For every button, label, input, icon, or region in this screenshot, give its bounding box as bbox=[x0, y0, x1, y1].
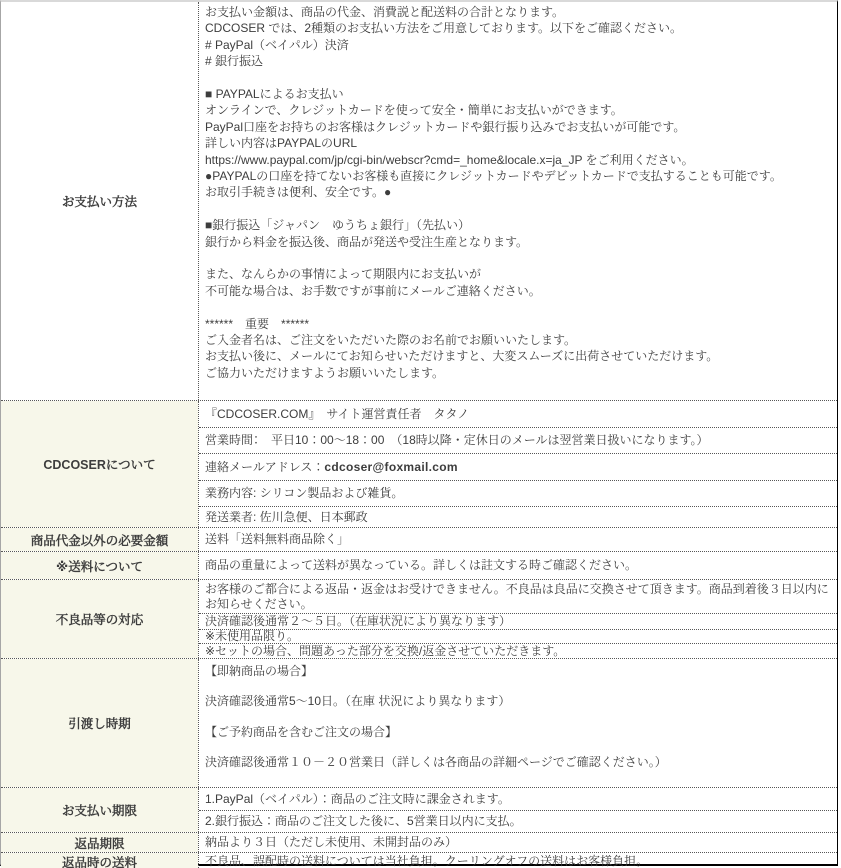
section-payment-method bbox=[1, 2, 837, 400]
row-text: 送料「送料無料商品除く」 bbox=[205, 532, 350, 546]
table-row bbox=[199, 643, 837, 658]
row-text: 不良品、誤配時の送料については当社負担。クーリングオフの送料はお客様負担。 bbox=[205, 854, 649, 868]
row-content-payment-method bbox=[198, 2, 837, 400]
text-line: ■ PAYPALによるお支払い bbox=[205, 87, 344, 102]
row-text: 決済確認後通常２～５日。（在庫状況により異なります） bbox=[205, 614, 512, 628]
text-line: ●PAYPALの口座を持てないお客様も直接にクレジットカードやデビットカードで支払することも可能です。 bbox=[205, 169, 782, 184]
table-row bbox=[199, 552, 837, 579]
table-row bbox=[199, 480, 837, 506]
table-row bbox=[199, 629, 837, 643]
section-payment-deadline bbox=[1, 787, 837, 832]
section-shipping-fee-note bbox=[1, 551, 837, 579]
row-content-return-shipping bbox=[198, 853, 837, 868]
section-delivery-time bbox=[1, 658, 837, 787]
text-line bbox=[205, 679, 833, 694]
section-about-cdcoser bbox=[1, 400, 837, 527]
section-extra-fees bbox=[1, 527, 837, 551]
table-row bbox=[199, 788, 837, 810]
text-line: オンラインで、クレジットカードを使って安全・簡単にお支払いができます。 bbox=[205, 103, 623, 118]
row-content-about-cdcoser bbox=[198, 401, 837, 527]
row-text: 業務内容: シリコン製品および雑貨。 bbox=[205, 486, 404, 500]
text-block bbox=[199, 659, 837, 787]
table-row bbox=[199, 506, 837, 527]
text-line: お取引手続きは便利、安全です。● bbox=[205, 185, 392, 200]
row-text: ※未使用品限り。 bbox=[205, 629, 300, 643]
table-row bbox=[199, 810, 837, 832]
row-header-delivery-time: 引渡し時期 bbox=[1, 659, 198, 787]
row-header-return-deadline: 返品期限 bbox=[1, 833, 198, 852]
table-row bbox=[199, 401, 837, 427]
row-content-defective-items bbox=[198, 580, 837, 658]
table-row bbox=[199, 528, 837, 551]
row-header-shipping-fee-note: ※送料について bbox=[1, 552, 198, 579]
text-line: ■銀行振込「ジャパン ゆうちょ銀行」（先払い） bbox=[205, 218, 471, 233]
text-line bbox=[205, 710, 833, 725]
row-header-payment-method: お支払い方法 bbox=[1, 2, 198, 400]
row-content-extra-fees bbox=[198, 528, 837, 551]
row-content-payment-deadline bbox=[198, 788, 837, 832]
text-line: また、なんらかの事情によって期限内にお支払いが bbox=[205, 267, 482, 282]
row-text: 1.PayPal（ベイパル）：商品のご注文時に課金されます。 bbox=[205, 791, 510, 806]
text-block bbox=[199, 2, 837, 400]
table-row bbox=[199, 833, 837, 852]
section-return-shipping bbox=[1, 852, 837, 868]
text-line: CDCOSER では、2種類のお支払い方法をご用意しております。以下をご確認ください。 bbox=[205, 21, 683, 36]
row-header-payment-deadline: お支払い期限 bbox=[1, 788, 198, 832]
text-line: https://www.paypal.com/jp/cgi-bin/webscr?cmd=_home&locale.x=ja_JP をご利用ください。 bbox=[205, 152, 694, 167]
text-line: ****** 重要 ****** bbox=[205, 316, 310, 331]
text-line: 銀行から料金を振込後、商品が発送や受注生産となります。 bbox=[205, 234, 529, 249]
row-text: 営業時間： 平日10：00～18：00 （18時以降・定休日のメールは翌営業日扱いになります。） bbox=[205, 433, 709, 447]
text-line: 不可能な場合は、お手数ですが事前にメールご連絡ください。 bbox=[205, 283, 541, 298]
row-content-delivery-time bbox=[198, 659, 837, 787]
section-return-deadline bbox=[1, 832, 837, 852]
text-line bbox=[205, 299, 833, 315]
row-text: お客様のご都合による返品・返金はお受けできません。不良品は良品に交換させて頂きます。商品到着後３日以内にお知らせください。 bbox=[205, 581, 829, 611]
row-header-defective-items: 不良品等の対応 bbox=[1, 580, 198, 658]
row-text: 連絡メールアドレス： bbox=[205, 459, 325, 474]
text-line: 決済確認後通常１０－２０営業日（詳しくは各商品の詳細ページでご確認ください。） bbox=[205, 755, 667, 770]
text-line: ご協力いただけますようお願いいたします。 bbox=[205, 365, 445, 380]
row-content-shipping-fee-note bbox=[198, 552, 837, 579]
row-text: ※セットの場合、問題あった部分を交換/返金させていただきます。 bbox=[205, 643, 566, 658]
row-header-extra-fees: 商品代金以外の必要金額 bbox=[1, 528, 198, 551]
text-line: 決済確認後通常5～10日。（在庫 状況により異なります） bbox=[205, 694, 511, 709]
row-text: 発送業者: 佐川急便、日本郵政 bbox=[205, 509, 368, 524]
text-line: # PayPal（ベイパル）決済 bbox=[205, 37, 349, 52]
text-line: ご入金者名は、ご注文をいただいた際のお名前でお願いいたします。 bbox=[205, 333, 577, 348]
row-header-return-shipping: 返品時の送料 bbox=[1, 853, 198, 868]
text-line bbox=[205, 201, 833, 217]
text-line: 【即納商品の場合】 bbox=[205, 664, 314, 678]
row-content-return-deadline bbox=[198, 833, 837, 852]
text-line: お支払い後に、メールにてお知らせいただけますと、大変スムーズに出荷させていただけます。 bbox=[205, 349, 719, 364]
row-text bbox=[205, 460, 458, 475]
table-row bbox=[199, 453, 837, 480]
table-row bbox=[199, 427, 837, 453]
text-line bbox=[205, 70, 833, 86]
row-header-about-cdcoser: CDCOSERについて bbox=[1, 401, 198, 527]
row-text: 『CDCOSER.COM』 サイト運営責任者 タタノ bbox=[205, 406, 470, 421]
text-line bbox=[205, 740, 833, 755]
text-line bbox=[205, 250, 833, 266]
text-line: # 銀行振込 bbox=[205, 54, 264, 69]
row-text: 商品の重量によって送料が異なっている。詳しくは註文する時ご確認ください。 bbox=[205, 558, 638, 572]
text-line: お支払い金額は、商品の代金、消費説と配送料の合計となります。 bbox=[205, 5, 565, 19]
table-row bbox=[199, 853, 837, 868]
row-text: 2.銀行振込：商品のご注文した後に、5営業日以内に支払。 bbox=[205, 814, 522, 828]
text-line: 詳しい内容はPAYPALのURL bbox=[205, 136, 358, 151]
contact-email: cdcoser@foxmail.com bbox=[324, 459, 458, 474]
section-defective-items bbox=[1, 579, 837, 658]
text-line: 【ご予約商品を含むご注文の場合】 bbox=[205, 724, 398, 739]
row-text: 納品より３日（ただし未使用、未開封品のみ） bbox=[205, 835, 458, 849]
table-row bbox=[199, 613, 837, 629]
text-line: PayPal口座をお持ちのお客様はクレジットカードや銀行振り込みでお支払いが可能です。 bbox=[205, 119, 686, 134]
table-row bbox=[199, 580, 837, 613]
